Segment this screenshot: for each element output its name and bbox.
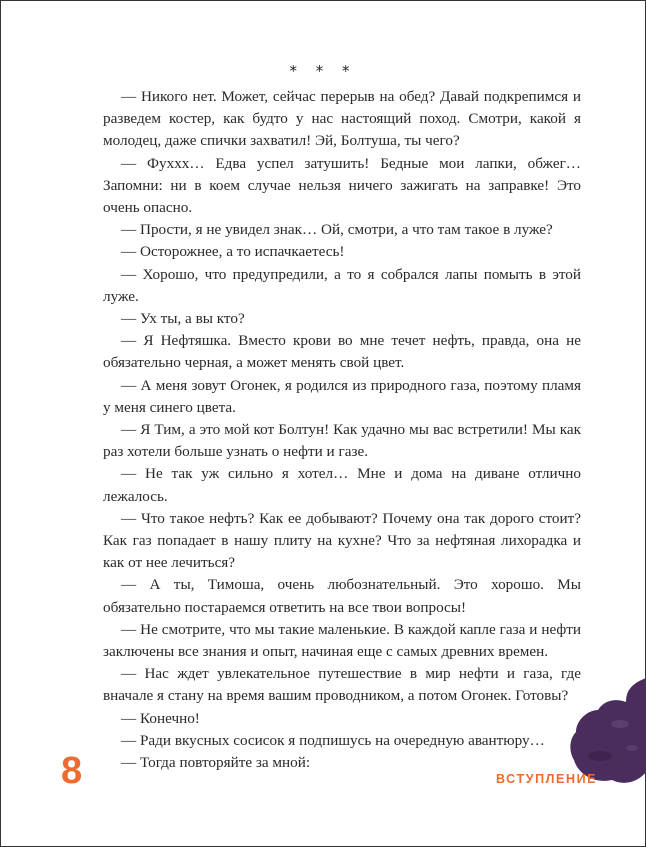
paragraph: — Нас ждет увлекательное путешествие в мир нефти и газа, где вначале я стану на время вашим проводником, а потом Огонек. Готовы? xyxy=(103,665,581,705)
paragraph: — Ради вкусных сосисок я подпишусь на очередную авантюру… xyxy=(121,731,545,749)
paragraph: — Не смотрите, что мы такие маленькие. В каждой капле газа и нефти заключены все знания и опыт, начиная еще с самых древних времен. xyxy=(103,620,581,661)
paragraph: — Осторожнее, а то испачкаетесь! xyxy=(121,243,345,261)
paragraph: — А ты, Тимоша, очень любознательный. Это хорошо. Мы обязательно постараемся ответить на все твои вопросы! xyxy=(103,576,581,616)
paragraph: — Хорошо, что предупредили, а то я собрался лапы помыть в этой луже. xyxy=(103,265,581,305)
section-title: ВСТУПЛЕНИЕ xyxy=(496,772,598,786)
paragraph: — Фуххх… Едва успел затушить! Бедные мои лапки, обжег… Запомни: ни в коем случае нельзя ничего зажигать на заправке! Это очень опасно. xyxy=(103,154,581,217)
page-number: 8 xyxy=(61,750,83,792)
paragraph: — Не так уж сильно я хотел… Мне и дома на диване отлично лежалось. xyxy=(103,465,581,505)
paragraph: — Тогда повторяйте за мной: xyxy=(121,754,311,772)
paragraph: — Конечно! xyxy=(121,709,200,727)
paragraph: — Что такое нефть? Как ее добывают? Почему она так дорого стоит? Как газ попадает в нашу плиту на кухне? Что за нефтяная лихорадка и как от нее лечиться? xyxy=(103,509,581,572)
paragraph: — Я Нефтяшка. Вместо крови во мне течет нефть, правда, она не обязательно черная, а может менять свой цвет. xyxy=(103,332,581,372)
body-text xyxy=(103,86,581,774)
paragraph: — Прости, я не увидел знак… Ой, смотри, а что там такое в луже? xyxy=(121,221,553,239)
oil-blob-shape xyxy=(570,678,646,783)
oil-blob-illustration xyxy=(560,676,646,786)
section-separator: * * * xyxy=(289,62,357,80)
paragraph: — А меня зовут Огонек, я родился из природного газа, поэтому пламя у меня синего цвета. xyxy=(103,376,581,416)
paragraph: — Никого нет. Может, сейчас перерыв на обед? Давай подкрепимся и разведем костер, как будто у нас настоящий поход. Смотри, какой я молодец, даже спички захватил! Эй, Болтуша, ты чего? xyxy=(103,88,581,150)
paragraph: — Я Тим, а это мой кот Болтун! Как удачно мы вас встретили! Мы как раз хотели больше узнать о нефти и газе. xyxy=(103,421,581,461)
paragraph: — Ух ты, а вы кто? xyxy=(121,310,245,328)
